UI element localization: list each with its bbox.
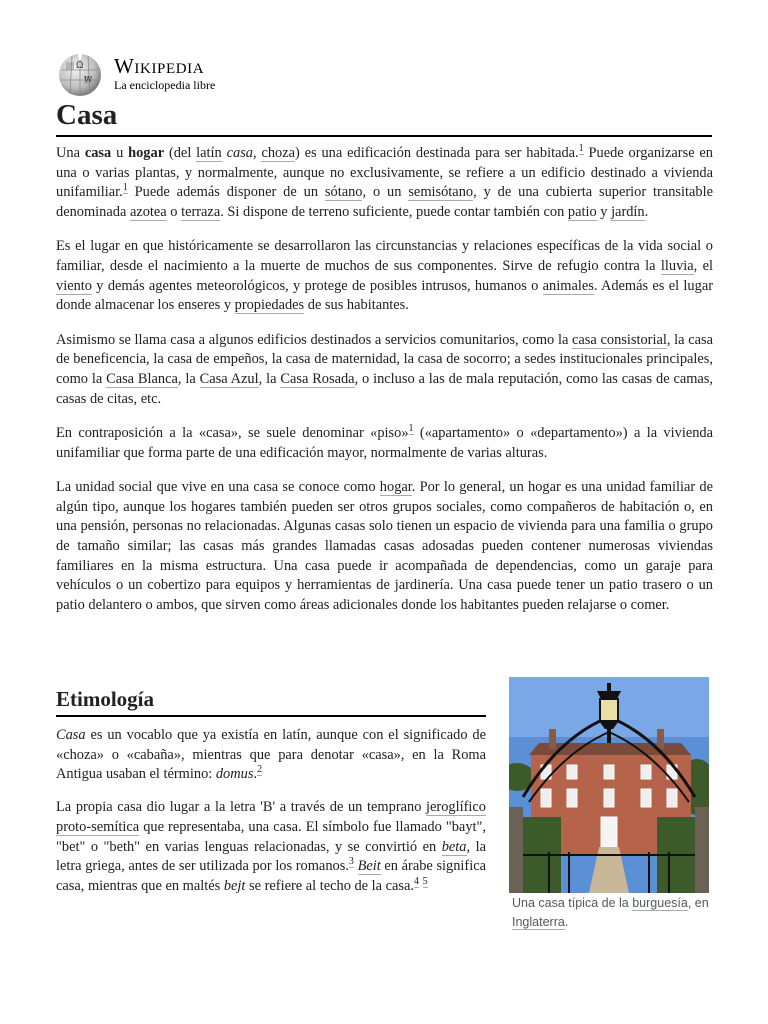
text: . Si dispone de terreno suficiente, puede contar también con [220, 204, 568, 221]
text: Puede además disponer de un [127, 184, 325, 201]
link-sotano[interactable]: sótano [324, 184, 363, 201]
link-patio[interactable]: patio [567, 204, 597, 221]
text: . Además es el lugar donde almacenar los enseres y [56, 277, 714, 314]
text: , el [693, 258, 713, 275]
svg-text:Ω: Ω [76, 61, 84, 71]
link-proto-semitica[interactable]: proto-semítica [56, 818, 140, 835]
link-choza[interactable]: choza [261, 145, 296, 161]
link-casa-consistorial[interactable]: casa consistorial [572, 331, 667, 348]
bold-term-hogar: hogar [128, 145, 165, 161]
wordmark-title: Wikipedia [114, 54, 205, 78]
text: Una casa típica de la [512, 896, 633, 910]
text: Asimismo se llama casa a algunos edificios destinados a servicios comunitarios, como la [56, 331, 573, 348]
text: , en [687, 896, 709, 910]
link-casa-rosada[interactable]: Casa Rosada [280, 371, 355, 388]
section-etimologia [56, 685, 486, 910]
reference-link[interactable]: 1 [408, 422, 414, 434]
text: Es el lugar en que históricamente se desarrollaron las circunstancias y relaciones específicas de la vida social o familiar, desde el nacimiento a la muerte de muchos de sus componentes. Sirve de refugio contra la [56, 238, 713, 275]
text: La propia casa dio lugar a la letra 'B' a través de un temprano [56, 799, 427, 816]
intro-paragraph-2 [56, 237, 713, 316]
text: es un vocablo que ya existía en latín, aunque con el significado de «choza» o «cabaña», mientras que para denotar «casa», en la Roma Antigua usaban el término: [56, 727, 486, 783]
text: Una [56, 145, 85, 161]
italic-term: domus [215, 766, 254, 783]
text: Puede organizarse en una o varias plantas, y normalmente, aunque no exclusivamente, se refiere a un edificio destinado a vivienda unifamiliar. [56, 145, 714, 201]
wordmark-tagline: La enciclopedia libre [114, 78, 216, 92]
reference-link[interactable]: 1 [122, 182, 128, 194]
puzzle-globe-icon [56, 52, 104, 98]
text: , la letra griega, antes de ser utilizada por los romanos. [56, 838, 486, 875]
bold-term-casa: casa [84, 145, 112, 161]
house-photo[interactable] [509, 677, 709, 893]
text: . [644, 204, 649, 221]
text: La unidad social que vive en una casa se conoce como [56, 478, 380, 495]
article-intro [56, 144, 713, 630]
intro-paragraph-5 [56, 478, 713, 616]
text: y [596, 204, 612, 221]
text: . Por lo general, un hogar es una unidad familiar de algún tipo, aunque los hogares también pueden ser otros grupos sociales, como compañeros de habitación o, en una pensión, personas no relacionadas. Algunas casas solo tienen un espacio de vivienda para una familia o grupo de tamaño similar; las casas más grandes llamadas casas adosadas pueden contener numerosas viviendas familiares en la misma estructura. Una casa puede ir acompañada de dependencias, como un garaje para vehículos o un cobertizo para equipos y herramientas de jardinería. Una casa puede tener un patio trasero o un patio delantero o ambos, que sirven como áreas adicionales donde los habitantes pueden relajarse o comer. [56, 478, 713, 614]
link-animales[interactable]: animales [542, 277, 594, 294]
figure-caption [509, 894, 710, 932]
section-body [56, 726, 486, 897]
link-jeroglifico[interactable]: jeroglífico [426, 799, 486, 816]
link-semisotano[interactable]: semisótano [408, 184, 474, 201]
link-burguesia[interactable]: burguesía [632, 896, 688, 910]
figure-thumbnail [509, 677, 710, 932]
text: . [564, 915, 569, 929]
link-beit[interactable]: Beit [357, 858, 381, 875]
text: o [166, 204, 182, 221]
italic-term: casa [226, 145, 253, 161]
link-jardin[interactable]: jardín [611, 204, 645, 221]
text: , o un [362, 184, 409, 201]
link-inglaterra[interactable]: Inglaterra [512, 915, 565, 929]
link-terraza[interactable]: terraza [181, 204, 221, 221]
svg-text:W: W [84, 75, 93, 84]
link-hogar[interactable]: hogar [379, 478, 412, 495]
text: de sus habitantes. [304, 297, 409, 314]
text: , y de una cubierta superior transitable denominada [56, 184, 713, 221]
text: En contraposición a la «casa», se suele denominar «piso» [56, 424, 409, 441]
link-viento[interactable]: viento [56, 277, 92, 294]
text: ) es una edificación destinada para ser habitada. [295, 145, 579, 161]
link-casa-azul[interactable]: Casa Azul [199, 371, 259, 388]
reference-link[interactable]: 5 [422, 875, 428, 887]
reference-link[interactable]: 2 [257, 764, 263, 776]
text: que representaba, una casa. El símbolo fue llamado "bayt", "bet" o "beth" en varias lenguas relacionadas, y se convirtió en [56, 818, 486, 855]
section-heading: Etimología [56, 685, 486, 717]
text: en árabe significa casa, mientras que en maltés [56, 858, 486, 894]
link-azotea[interactable]: azotea [129, 204, 167, 221]
reference-link[interactable]: 4 [414, 875, 420, 887]
text: , la [258, 371, 281, 388]
italic-term: Casa [56, 727, 86, 743]
page-title: Casa [56, 96, 712, 137]
text: y demás agentes meteorológicos, y protege de posibles intrusos, humanos o [91, 277, 543, 294]
italic-term: bejt [223, 877, 246, 894]
text: , o incluso a las de mala reputación, como las casas de camas, casas de citas, etc. [56, 371, 713, 407]
text: , [253, 145, 262, 161]
text: , la casa de beneficencia, la casa de empeños, la casa de maternidad, la casa de socorro; a sedes institucionales principales, como la [56, 331, 713, 388]
link-beta[interactable]: beta [441, 838, 467, 855]
link-latin[interactable]: latín [196, 145, 222, 161]
intro-paragraph-1 [56, 144, 713, 223]
text: se refiere al techo de la casa. [245, 877, 415, 894]
text: . [253, 766, 258, 783]
text: u [111, 145, 129, 161]
text: (del [164, 145, 197, 161]
reference-link[interactable]: 1 [578, 143, 584, 154]
link-propiedades[interactable]: propiedades [234, 297, 305, 314]
link-lluvia[interactable]: lluvia [660, 258, 694, 275]
etimologia-paragraph-1 [56, 726, 486, 785]
wordmark [114, 54, 215, 92]
intro-paragraph-4 [56, 424, 713, 463]
link-casa-blanca[interactable]: Casa Blanca [106, 371, 178, 388]
text: , la [177, 371, 200, 388]
reference-link[interactable]: 3 [348, 856, 354, 868]
etimologia-paragraph-2 [56, 798, 486, 897]
text: («apartamento» o «departamento») a la vivienda unifamiliar que forma parte de una edificación mayor, normalmente de varias alturas. [56, 424, 713, 461]
intro-paragraph-3 [56, 331, 713, 410]
